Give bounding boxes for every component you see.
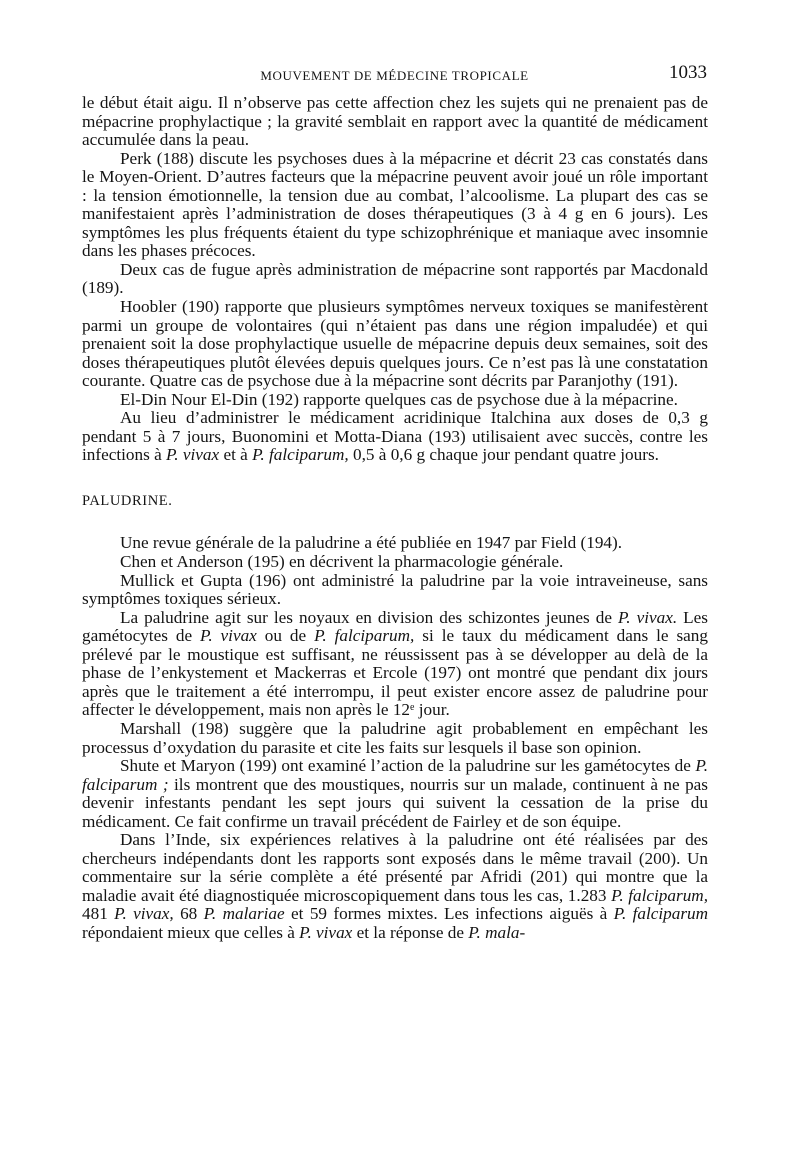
italic-text: P. falciparum ; (82, 756, 708, 794)
paragraph (82, 261, 708, 298)
text-segment: Shute et Maryon (199) ont examiné l’action de la paludrine sur les gamétocytes de (120, 756, 696, 776)
text-segment: Au lieu d’administrer le médicament acridinique Italchina aux doses de 0,3 g pendant 5 à 7 jours, Buonomini et Motta-Diana (193) utilisaient avec succès, contre les infections à (82, 408, 708, 465)
text-segment: Marshall (198) suggère que la paludrine agit probablement en empêchant les processus d’oxydation du parasite et cite les faits sur lesquels il base son opinion. (82, 718, 708, 757)
paragraph (82, 94, 708, 150)
italic-text: P. falciparum, (314, 626, 415, 646)
text-segment: si le taux du médicament dans le sang prélevé par le moustique est suffisant, ne réussissent pas à se développer au delà de la phase de l’enkystement et Mackerras et Ercole (197) ont montré que pendant dix jours après que le traitement a été interrompu, il peut exister encore assez de paludrine pour affecter le développement, mais non après le 12 (82, 626, 708, 720)
text-segment: 0,5 à 0,6 g chaque jour pendant quatre jours. (348, 445, 659, 465)
body-text (82, 94, 708, 943)
italic-text: P. vivax (200, 626, 257, 646)
text-segment: El-Din Nour El-Din (192) rapporte quelques cas de psychose due à la mépacrine. (120, 389, 678, 409)
text-segment: répondaient mieux que celles à (82, 922, 300, 942)
text-segment: 68 (173, 904, 204, 924)
text-segment: Une revue générale de la paludrine a été publiée en 1947 par Field (194). (120, 533, 623, 553)
text-segment: et la réponse de (352, 922, 469, 942)
italic-text: P. vivax (299, 922, 353, 942)
text-segment: 481 (82, 904, 115, 924)
text-segment: Perk (188) discute les psychoses dues à la mépacrine et décrit 23 cas constatés dans le Moyen-Orient. D’autres facteurs que la mépacrine peuvent avoir joué un rôle important : la tension émotionnelle, la tension due au combat, l’alcoolisme. La plupart des cas se manifestaient après l’administration de doses thérapeutiques (3 à 4 g en 6 jours). Les symptômes les plus fréquents étaient du type schizophrénique et maniaque avec insomnie dans les phases précoces. (82, 148, 708, 261)
paragraph (82, 609, 708, 720)
paragraph (82, 409, 708, 465)
italic-text: P. falciparum, (252, 445, 349, 465)
italic-text: P. vivax. (617, 607, 678, 627)
paragraph (82, 298, 708, 391)
superscript-text: e (410, 702, 415, 714)
paragraph (82, 553, 708, 572)
paragraph (82, 534, 708, 553)
text-segment: Deux cas de fugue après administration de mépacrine sont rapportés par Macdonald (189). (82, 259, 708, 298)
text-segment: Chen et Anderson (195) en décrivent la pharmacologie générale. (120, 552, 564, 572)
text-segment: Dans l’Inde, six expériences relatives à la paludrine ont été réalisées par des chercheurs indépendants dont les rapports sont exposés dans le même travail (200). Un commentaire sur la série complète a été présenté par Afridi (201) qui montre que la maladie avait été diagnostiquée microscopiquement dans tous les cas, 1.283 (82, 830, 708, 905)
section-heading: PALUDRINE. (82, 492, 173, 509)
text-segment: Mullick et Gupta (196) ont administré la paludrine par la voie intraveineuse, sans symptômes toxiques sérieux. (82, 570, 708, 609)
mepacrine-section-continuation (82, 94, 708, 465)
text-segment: et à (219, 445, 253, 465)
page-number: 1033 (669, 62, 707, 83)
italic-text: P. vivax, (114, 904, 174, 924)
running-title: MOUVEMENT DE MÉDECINE TROPICALE (260, 68, 529, 83)
page-header (82, 62, 707, 86)
italic-text: P. falciparum, (611, 885, 708, 905)
paragraph (82, 150, 708, 261)
paragraph (82, 572, 708, 609)
italic-text: P. vivax (166, 445, 220, 465)
text-segment: Hoobler (190) rapporte que plusieurs symptômes nerveux toxiques se manifestèrent parmi un groupe de volontaires (qui n’étaient pas dans une région impaludée) et qui prenaient soit la dose prophylactique usuelle de mépacrine depuis deux semaines, soit des doses thérapeutiques plutôt élevées depuis quelques jours. Ce n’est pas là une constatation courante. Quatre cas de psychose due à la mépacrine sont décrits par Paranjothy (191). (82, 297, 708, 391)
paludrine-section (82, 534, 708, 942)
italic-text: P. falciparum (613, 904, 709, 924)
text-segment: Les gamétocytes de (82, 607, 708, 646)
paragraph (82, 391, 708, 410)
text-segment: La paludrine agit sur les noyaux en division des schizontes jeunes de (120, 607, 618, 627)
italic-text: P. malariae (203, 904, 285, 924)
text-segment: et 59 formes mixtes. Les infections aiguës à (284, 904, 614, 924)
paragraph (82, 831, 708, 942)
paragraph (82, 720, 708, 757)
text-segment: ils montrent que des moustiques, nourris sur un malade, continuent à ne pas devenir infestants pendant les sept jours qui suivent la cessation de la prise du médicament. Ce fait confirme un travail précédent de Fairley et de son équipe. (82, 774, 708, 831)
text-segment: le début était aigu. Il n’observe pas cette affection chez les sujets qui ne prenaient pas de mépacrine prophylactique ; la gravité semblait en rapport avec la quantité de médicament accumulée dans la peau. (82, 93, 708, 150)
text-segment: ou de (256, 626, 315, 646)
italic-text: P. mala- (468, 922, 526, 942)
text-segment: jour. (414, 700, 450, 720)
paragraph (82, 757, 708, 831)
